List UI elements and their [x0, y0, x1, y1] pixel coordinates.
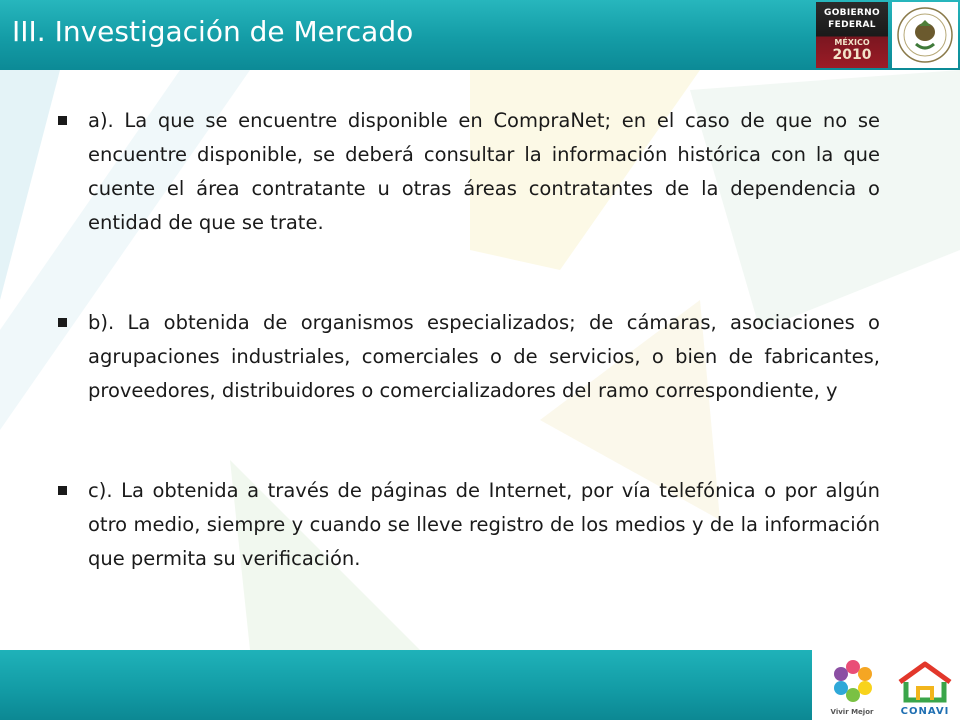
coat-of-arms-seal-icon [892, 2, 958, 68]
bullet-item [58, 474, 880, 576]
square-bullet-icon [58, 486, 67, 495]
bullet-item [58, 104, 880, 240]
vivir-mejor-flower-icon [830, 658, 876, 704]
header-bar [0, 0, 960, 70]
seal-container [892, 2, 958, 68]
conavi-caption: CONAVI [900, 706, 950, 717]
conavi-house-icon [896, 660, 954, 704]
square-bullet-icon [58, 318, 67, 327]
bullet-item [58, 306, 880, 408]
bullet-text: c). La obtenida a través de páginas de Internet, por vía telefónica o por algún otro medio, siempre y cuando se lleve registro de los medios y de la información que permita su verificación. [88, 479, 880, 570]
gov-logo-line1: GOBIERNO [824, 8, 880, 18]
content-list [58, 104, 880, 576]
conavi-logo [892, 660, 958, 720]
gov-logo-year: 2010 [832, 47, 872, 63]
gov-logo-country: MÉXICO [834, 38, 870, 47]
bullet-text: b). La obtenida de organismos especializados; de cámaras, asociaciones o agrupaciones industriales, comerciales o de servicios, o bien de fabricantes, proveedores, distribuidores o comercializadores del ramo correspondiente, y [88, 311, 880, 402]
footer-bar [0, 650, 960, 720]
vivir-mejor-caption: Vivir Mejor [830, 708, 874, 716]
square-bullet-icon [58, 116, 67, 125]
gov-logo-line2: FEDERAL [828, 20, 876, 30]
bullet-text: a). La que se encuentre disponible en CompraNet; en el caso de que no se encuentre disponible, se deberá consultar la información histórica con la que cuente el área contratante u otras áreas contratantes de la dependencia o entidad de que se trate. [88, 109, 880, 234]
slide-title: III. Investigación de Mercado [12, 15, 414, 48]
gobierno-federal-logo [816, 2, 888, 68]
vivir-mejor-logo [820, 658, 884, 720]
footer-band [0, 650, 812, 720]
